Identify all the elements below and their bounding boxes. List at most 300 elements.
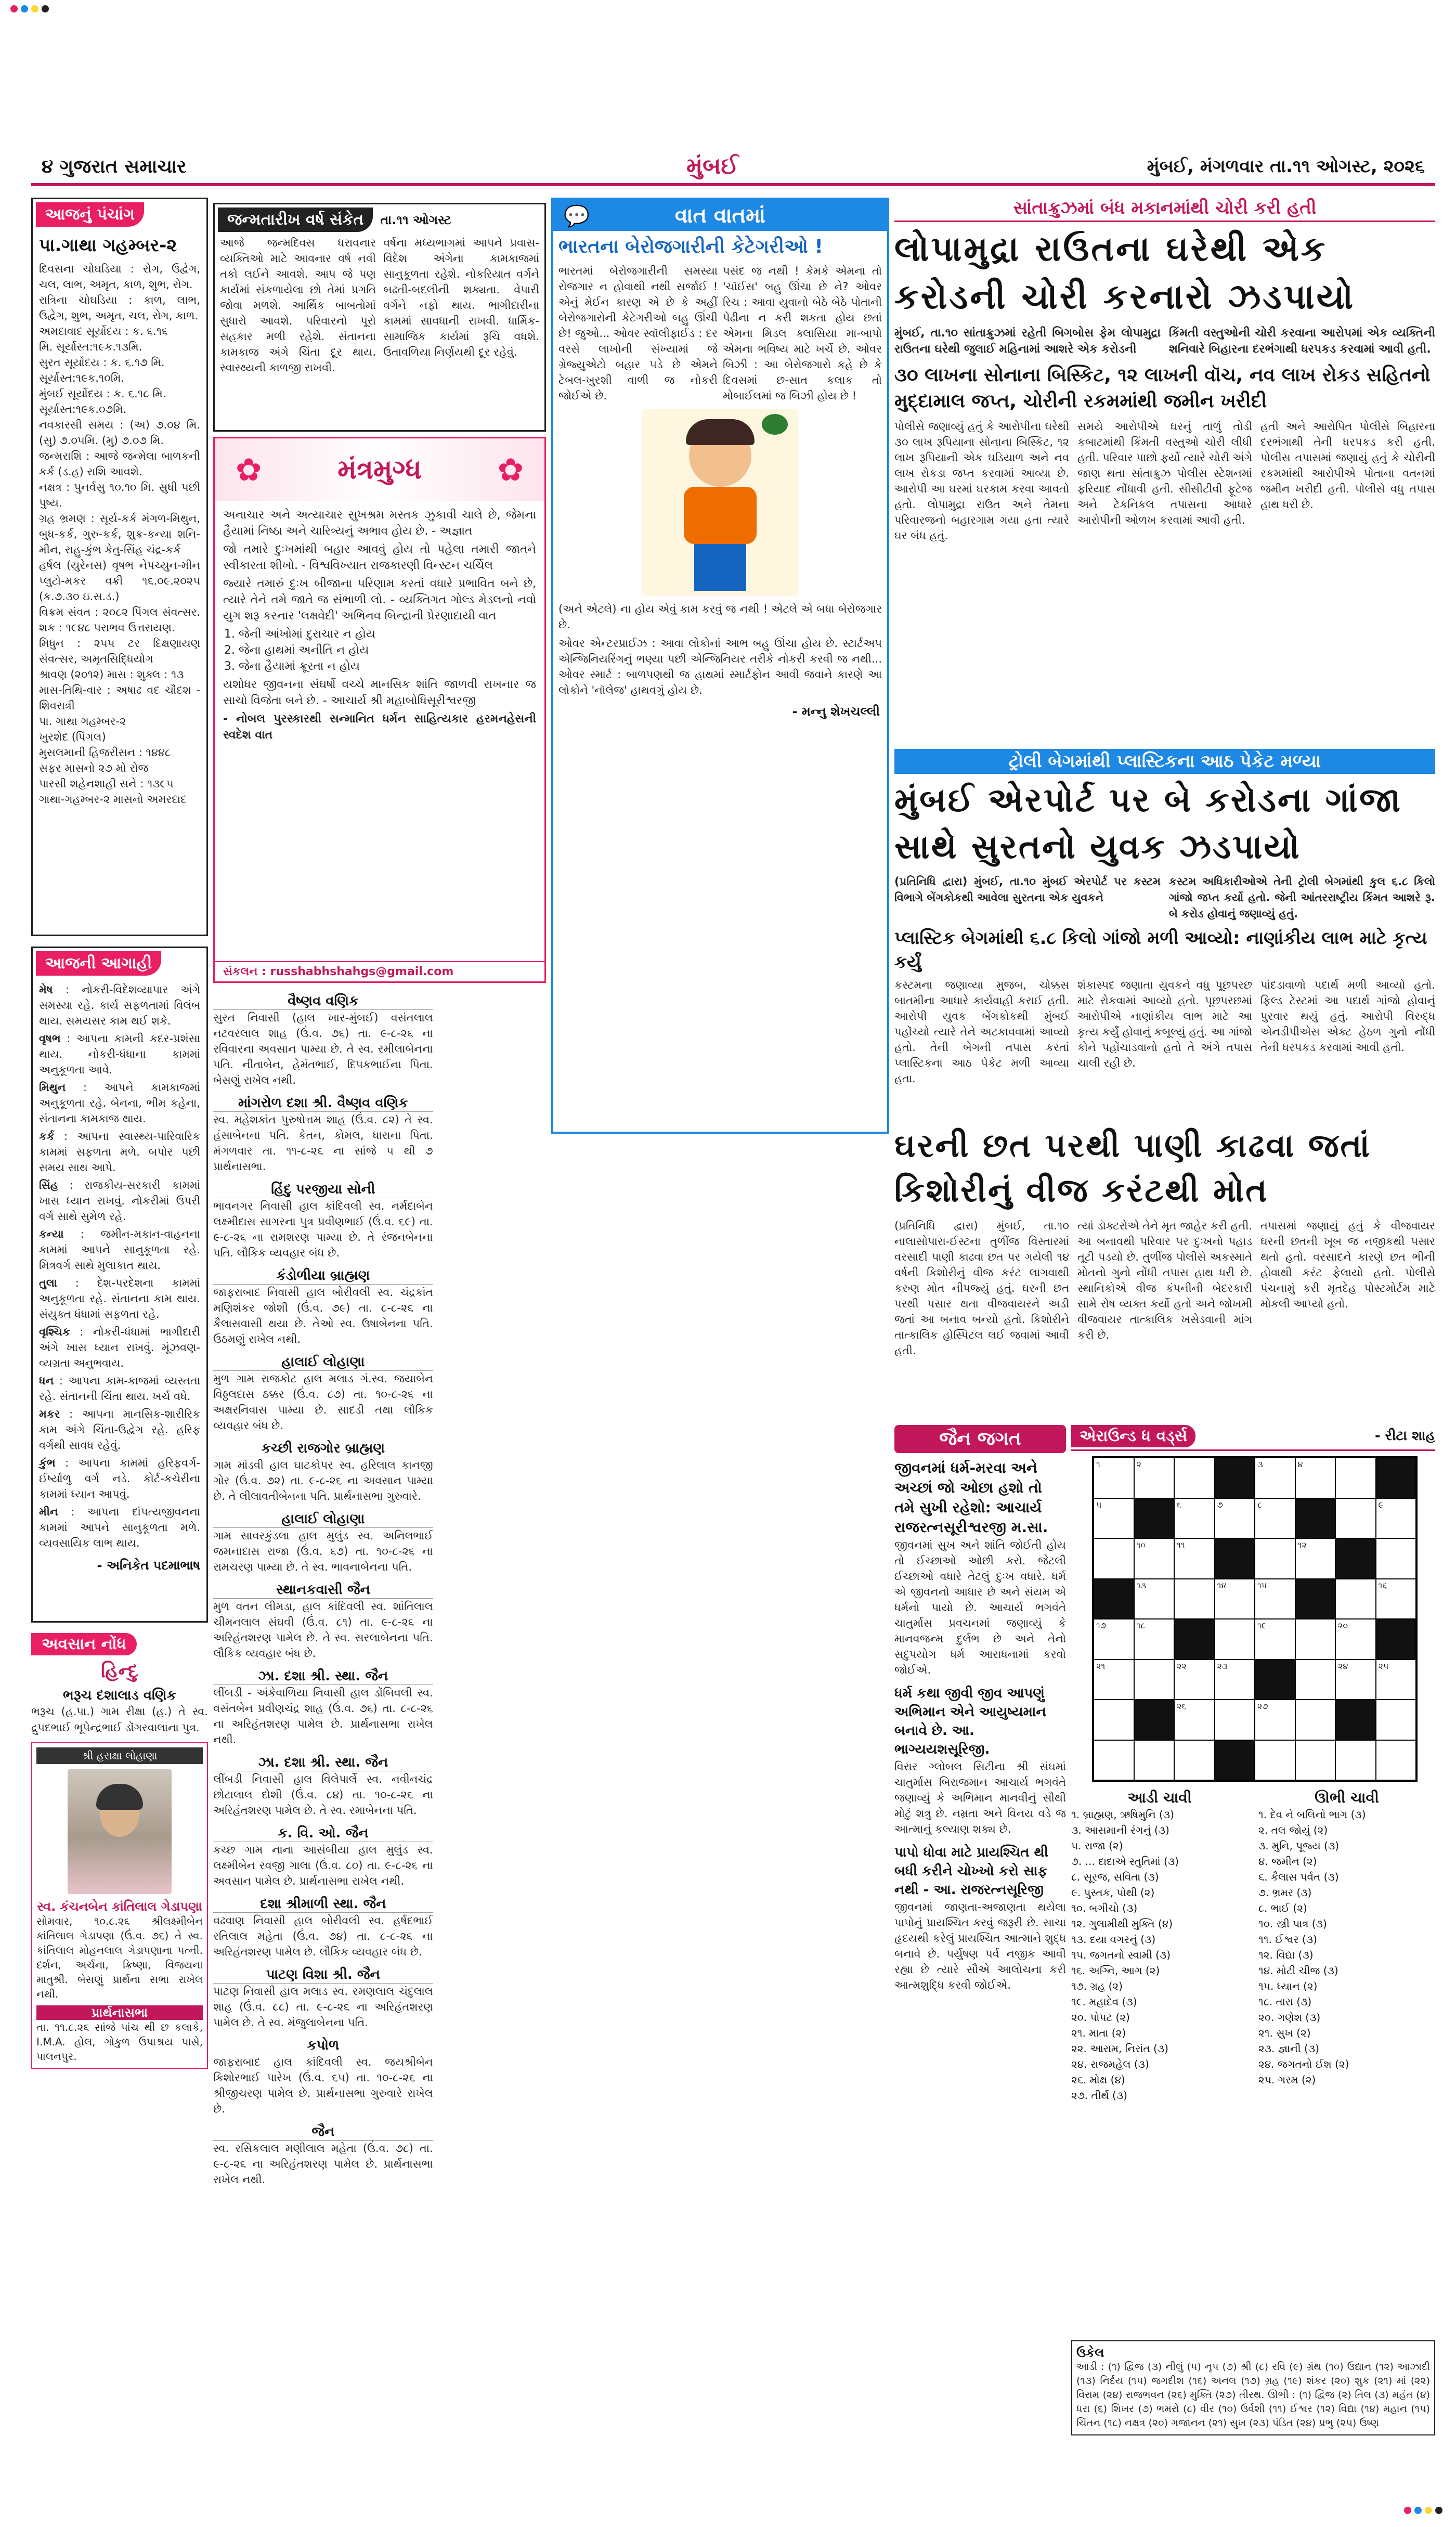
down-clue: ૮. ભાઈ (૨) <box>1258 1902 1307 1914</box>
jain-article-1-title: જીવનમાં ધર્મ-મરવા અને અચ્છાં જો ઓછા હશો તો તમે સુખી રહેશો: આચાર્ય રાજરત્નસૂરીશ્વરજી મ.સા. <box>894 1459 1048 1536</box>
mantra-header: મંત્રમુગ્ધ <box>337 454 422 485</box>
down-clue: ૨૩. જ્ઞાની (૩) <box>1258 2042 1319 2055</box>
crossword-cell[interactable] <box>1134 1579 1175 1619</box>
crossword-cell[interactable] <box>1174 1498 1215 1539</box>
registration-mark-magenta <box>10 5 18 12</box>
story-electrocution-body-c: તપાસમાં જણાયું હતું કે વીજવાયર ઘરની છતની ખૂબ જ નજીકથી પસાર થતો હતો. વરસાદને કારણે છત ભીની હોવાથી કરંટ ફેલાયો હતો. પોલીસે પંચનામું કરી મૃતદેહ પોસ્ટમોર્ટમ માટે મોકલી આપ્યો હતો. <box>1260 1220 1435 1310</box>
crossword-cell-number: ૧૫ <box>1257 1580 1267 1590</box>
obituary-entry <box>213 1268 433 1347</box>
registration-mark-yellow <box>1425 2507 1432 2514</box>
horoscope-sign: મકર <box>39 1408 60 1420</box>
crossword-cell[interactable] <box>1255 1700 1295 1740</box>
obituary-heading: દશા શ્રીમાળી સ્થા. જૈન <box>213 1896 433 1913</box>
crossword-cell-number: ૨૩ <box>1217 1661 1228 1671</box>
crossword-cell[interactable] <box>1295 1458 1336 1498</box>
down-clue: ૧૪. મોટી ચીજ (૩) <box>1258 1964 1338 1977</box>
crossword-cell <box>1215 1740 1255 1781</box>
crossword-cell[interactable] <box>1134 1740 1175 1781</box>
crossword-cell[interactable] <box>1255 1740 1295 1781</box>
down-clue: ૨૧. સુખ (૨) <box>1258 2027 1311 2039</box>
mantra-list-item: 1. જેની આંખોમાં દુરાચાર ન હોય <box>239 626 536 642</box>
crossword-cell[interactable] <box>1335 1579 1376 1619</box>
across-title: આડી ચાવી <box>1127 1789 1192 1806</box>
crossword-cell-number: ૨૨ <box>1177 1661 1187 1671</box>
across-clue: ૧. બ્રાહ્મણ, ઋષિમુનિ (૩) <box>1071 1808 1174 1821</box>
crossword-cell[interactable] <box>1335 1458 1376 1498</box>
story-theft <box>894 198 1435 738</box>
crossword-cell <box>1295 1579 1336 1619</box>
birthday-date: તા.૧૧ ઓગસ્ટ <box>380 212 451 227</box>
horoscope-entry: મિથુન : આપને કામકાજમાં અનુકૂળતા રહે. બેનના, ભીમ કહેના, સંતાનના કામકાજ થાય. <box>39 1081 200 1125</box>
story-electrocution <box>894 1123 1435 1415</box>
crossword-cell[interactable] <box>1335 1660 1376 1700</box>
crossword-cell[interactable] <box>1376 1700 1416 1740</box>
crossword-cell[interactable] <box>1295 1700 1336 1740</box>
jain-article-2-title: ધર્મ કથા જીવી જીવ આપણું અભિમાન એને આયુષ્યમાન બનાવે છે. આ. ભાગ્યયશસૂરિજી. <box>894 1686 1046 1757</box>
crossword-cell-number: ૮ <box>1257 1499 1262 1510</box>
horoscope-text: જમીન-મકાન-વાહનના કામમાં આપને સાનુકૂળતા રહે. મિત્રવર્ગ સાથે મુલાકાત થાય. <box>39 1228 200 1272</box>
obituary-text: જાફરાબાદ નિવાસી હાલ બોરીવલી સ્વ. ચંદ્રકાંત મણિશંકર જોશી (ઉં.વ. ૭૯) તા. ૮-૮-૨૬ ના કૈલાસવાસી થયા છે. તેઓ સ્વ. ઉષાબેનના પતિ. ઉઠમણું રાખેલ નથી. <box>213 1286 433 1345</box>
crossword-cell[interactable] <box>1215 1579 1255 1619</box>
obituary-text: ગામ માંડવી હાલ ઘાટકોપર સ્વ. હરિલાલ કાનજી ગોર (ઉં.વ. ૭૨) તા. ૯-૮-૨૬ ના અવસાન પામ્યા છે. તે લીલાવતીબેનના પતિ. પ્રાર્થનાસભા ગુરુવારે. <box>213 1459 433 1502</box>
across-clue: ૧૨. ગુલામીથી મુક્તિ (૪) <box>1071 1917 1173 1930</box>
humour-title: ભારતના બેરોજગારીની કેટેગરીઓ ! <box>558 236 823 257</box>
horoscope-sign: કર્ક <box>39 1130 55 1143</box>
crossword-cell[interactable] <box>1134 1458 1175 1498</box>
across-clue: ૭. ... દાદાએ સ્તુતિમાં (૩) <box>1071 1855 1179 1868</box>
obituary-text: લીંબડી - અંકેવાળિયા નિવાસી હાલ ડોંબિવલી સ્વ. વસંતબેન પ્રવીણચંદ્ર શાહ (ઉં.વ. ૭૬) તા. ૮-૮-૨૬ ના અરિહંતશરણ પામેલ છે. પ્રાર્થનાસભા રાખેલ નથી. <box>213 1687 433 1746</box>
crossword-cell <box>1376 1458 1416 1498</box>
down-list <box>1258 1807 1435 2088</box>
masthead <box>31 153 1435 182</box>
horoscope-entry: સિંહ : રાજકીય-સરકારી કામમાં ખાસ ધ્યાન રાખવું. નોકરીમાં ઉપરી વર્ગ સાથે સુમેળ રહે. <box>39 1179 200 1223</box>
humour-text-right: ઓવર એન્ટરપ્રાઈઝ : આવા લોકોનાં આભ બહુ ઊંચા હોય છે. સ્ટાર્ટઅપ એન્જિનિયરિંગનું ભણ્યા પછી એન્જિનિયર તરીકે નોકરી કરવી જ નથી... ઓવર સ્માર્ટ : બાળપણથી જ હાથમાં સ્માર્ટફોન આવી જવાને કારણે આ લોકોને 'નૉલેજ' હાથવગું હોય છે. <box>558 637 882 696</box>
horoscope-entry: કર્ક : આપના સ્વાસ્થ્ય-પારિવારિક કામમાં સફળતા મળે. બપોર પછી સમય સાથ આપે. <box>39 1130 200 1174</box>
horoscope-text: આપના કામમાં હરિફવર્ગ-ઈર્ષ્યાળુ વર્ગ નડે. કોર્ટ-કચેરીના કામમાં ધ્યાન આપવું. <box>39 1457 200 1500</box>
crossword-cell[interactable] <box>1255 1619 1295 1660</box>
obituary-entry <box>213 1354 433 1433</box>
obituary-entry <box>213 2038 433 2117</box>
down-clue: ૩. મુનિ, પૂજ્ય (૩) <box>1258 1839 1340 1852</box>
crossword-cell[interactable] <box>1174 1458 1215 1498</box>
crossword-cell <box>1295 1498 1336 1539</box>
crossword-cell[interactable] <box>1094 1660 1134 1700</box>
story-theft-body-b: સમયે આરોપીએ ઘરનું તાળું તોડી કબાટમાંથી કિંમતી વસ્તુઓ ચોરી લીધી હતી. પરિવાર પાછો ફર્યો ત્યારે ચોરી અંગે જાણ થતા સાંતાક્રુઝ પોલીસ સ્ટેશનમાં ફરિયાદ નોંધાવી હતી. સીસીટીવી ફૂટેજ અને ટેકનિકલ તપાસના આધારે આરોપીની ઓળખ કરવામાં આવી હતી. <box>1077 420 1252 526</box>
panchang-line: ગ્રહ ભ્રમણ : સૂર્ય-કર્ક મંગળ-મિથુન, બુધ-કર્ક, ગુરુ-કર્ક, શુક્ર-કન્યા શનિ-મીન, રાહુ-કુંભ કેતુ-સિંહ ચંદ્ર-કર્ક <box>39 512 200 556</box>
down-clue: ૨૦. ગણેશ (૩) <box>1258 2011 1321 2024</box>
story-theft-body <box>894 419 1435 543</box>
crossword-cell-number: ૨૪ <box>1338 1661 1348 1671</box>
obituary-text: પાટણ નિવાસી હાલ મલાડ સ્વ. રમણલાલ ચંદુલાલ શાહ (ઉં.વ. ૮૮) તા. ૯-૮-૨૬ ના અરિહંતશરણ પામેલ છે. તે સ્વ. મંજુલાબેનના પતિ. <box>213 1985 433 2029</box>
obituary-entry <box>213 1095 433 1174</box>
obituary-text: સ્વ. રસિકલાલ મણીલાલ મહેતા (ઉં.વ. ૭૮) તા. ૯-૮-૨૬ ના અરિહંતશરણ પામેલ છે. પ્રાર્થનાસભા રાખેલ નથી. <box>213 2142 433 2186</box>
horoscope-sign: તુલા <box>39 1277 57 1289</box>
story-electrocution-body-b: ત્યાં ડૉક્ટરોએ તેને મૃત જાહેર કરી હતી. આ બનાવથી પરિવાર પર દુઃખનો પહાડ તૂટી પડયો છે. તુળીંજ પોલીસે અકસ્માતે મોતનો ગુનો નોંધી તપાસ હાથ ધરી છે. સ્થાનિકોએ વીજ કંપનીની બેદરકારી સામે રોષ વ્યક્ત કર્યો હતો અને જોખમી વીજવાયર તાત્કાલિક ખસેડવાની માંગ કરી છે. <box>1077 1220 1252 1341</box>
flower-icon: ✿ <box>497 452 524 488</box>
cartoon-legs <box>694 544 746 591</box>
panchang-line: ગાથા-ગહમ્બર-૨ માસનો અમરદાદ <box>39 793 187 806</box>
crossword-cell-number: ૧૬ <box>1378 1580 1387 1590</box>
across-clues <box>1071 1789 1248 2103</box>
story-airport-lead-right: કસ્ટમ અધિકારીઓએ તેની ટ્રોલી બેગમાંથી કુલ ૬.૮ કિલો ગાંજો જપ્ત કર્યો હતો. જેની આંતરરાષ્ટ્રીય કિંમત આશરે રૂ. બે કરોડ હોવાનું જણાવ્યું હતું. <box>1169 875 1435 920</box>
across-clue: ૧૬. અગ્નિ, આગ (૨) <box>1071 1964 1160 1977</box>
crossword-cell[interactable] <box>1335 1498 1376 1539</box>
humour-header: વાત વાતમાં <box>674 204 766 228</box>
crossword-author: - રીટા શાહ <box>1374 1428 1435 1444</box>
crossword-cell-number: ૨૦ <box>1338 1621 1348 1630</box>
story-theft-headline: લોપામુદ્રા રાઉતના ઘરેથી એક કરોડની ચોરી કરનારો ઝડપાયો <box>894 229 1356 317</box>
crossword-cell[interactable] <box>1215 1619 1255 1660</box>
registration-mark-black <box>42 5 49 12</box>
horoscope-entry: વૃષભ : આપના કામની કદર-પ્રશંસા થાય. નોકરી-ધંધાના કામમાં અનુકૂળતા આવે. <box>39 1032 200 1076</box>
story-electrocution-body-a: (પ્રતિનિધિ દ્વારા) મુંબઈ, તા.૧૦ નાલાસોપારા-ઈસ્ટના તુળીંજ વિસ્તારમાં વરસાદી પાણી કાઢવા છત પર ગયેલી ૧૪ વર્ષની કિશોરીનું વીજ કરંટ લાગવાથી કરુણ મોત નીપજ્યું હતું. ઘરની છત પરથી પસાર થતા વીજવાયરને અડી જતાં આ બનાવ બન્યો હતો. કિશોરીને તાત્કાલિક હોસ્પિટલ લઈ જવામાં આવી હતી. <box>894 1220 1069 1357</box>
crossword-cell[interactable] <box>1376 1579 1416 1619</box>
crossword-cell-number: ૩ <box>1257 1459 1263 1469</box>
horoscope-text: નોકરી-ધંધામાં ભાગીદારી અંગે ખાસ ધ્યાન રાખવું. મૂંઝવણ-વ્યગ્રતા અનુભવાય. <box>39 1326 200 1369</box>
humour-header-band <box>553 200 887 231</box>
crossword-cell[interactable] <box>1094 1740 1134 1781</box>
obituary-text: વઢવાણ નિવાસી હાલ બોરીવલી સ્વ. હર્ષદભાઈ રતિલાલ મહેતા (ઉં.વ. ૭૪) તા. ૮-૮-૨૬ ના અરિહંતશરણ પામેલ છે. લૌકિક વ્યવહાર બંધ છે. <box>213 1914 433 1958</box>
horoscope-entry: મેષ : નોકરી-વિદેશવ્યાપાર અંગે સમસ્યા રહે. કાર્ય સફળતામાં વિલંબ થાય. સમયસર કામ થઈ શકે. <box>39 983 200 1027</box>
obituary-entry <box>213 1825 433 1889</box>
panchang-line: ખુરશેદ (પિંગલ) <box>39 731 106 743</box>
horoscope-text: આપને કામકાજમાં અનુકૂળતા રહે. બેનના, ભીમ કહેના, સંતાનના કામકાજ થાય. <box>39 1081 200 1125</box>
across-clue: ૫. રાજા (૨) <box>1071 1839 1123 1852</box>
solution-box <box>1071 2340 1435 2435</box>
obituary-entry <box>213 993 433 1088</box>
crossword-cell <box>1335 1538 1376 1579</box>
crossword-cell[interactable] <box>1376 1538 1416 1579</box>
panchang-line: હર્ષલ (યુરેનસ) વૃષભ નેપચ્યુન-મીન પ્લુટો-મકર વક્રી ૧૬.૦૯.૨૦૨૫ (ક.૭.૩૦ ઇ.સ.ડ.) <box>39 559 200 603</box>
flower-icon: ✿ <box>236 452 262 488</box>
birthday-body <box>215 235 544 375</box>
cartoon-shirt <box>684 487 757 544</box>
obituary-heading: હાલાઈ લોહાણા <box>213 1354 433 1371</box>
crossword-cell[interactable] <box>1255 1458 1295 1498</box>
down-clue: ૧૫. ધ્યાન (૨) <box>1258 1980 1318 1992</box>
down-clue: ૨૪. જગતનો ઈશ (૨) <box>1258 2058 1349 2070</box>
down-clue: ૧૨. વિદ્યા (૩) <box>1258 1949 1314 1961</box>
obituary-first-heading: ભરૂચ દશાલાડ વણિક <box>63 1688 176 1703</box>
masthead-rule <box>31 183 1435 186</box>
crossword-cell[interactable] <box>1134 1538 1175 1579</box>
horoscope-text: આપના માનસિક-શારીરિક કામ અંગે ચિંતા-ઉદ્વેગ રહે. હરિફ વર્ગથી સાવધ રહેવું. <box>39 1408 200 1452</box>
across-clue: ૧૩. દયા વગરનું (૩) <box>1071 1933 1156 1946</box>
crossword-cell <box>1255 1660 1295 1700</box>
crossword-grid[interactable] <box>1092 1456 1418 1782</box>
crossword-cell-number: ૨૭ <box>1257 1701 1268 1711</box>
obituary-heading: ઝા. દશા શ્રી. સ્થા. જૈન <box>213 1755 433 1771</box>
crossword-cell[interactable] <box>1376 1660 1416 1700</box>
crossword-cell <box>1376 1619 1416 1660</box>
crossword-cell[interactable] <box>1295 1538 1336 1579</box>
speech-bubble-icon: 💬 <box>564 204 590 228</box>
story-airport-headline: મુંબઈ એરપોર્ટ પર બે કરોડના ગાંજા સાથે સુરતનો યુવક ઝડપાયો <box>894 781 1402 866</box>
obituary-first-text: ભરૂચ (હ.પા.) ગામ રીક્ષા (હ.) તે સ્વ. દ્રુપદભાઈ ભૂપેન્દ્રભાઈ ડોંગરવાલાના પુત્ર. <box>31 1705 208 1734</box>
jain-article-3-text: જીવનમાં જાણતા-અજાણતા થયેલા પાપોનું પ્રાયશ્ચિત કરવું જરૂરી છે. સાચા હૃદયથી કરેલું પ્રાયશ્ચિત આત્માને શુદ્ધ બનાવે છે. પર્યુષણ પર્વ નજીક આવી રહ્યા છે ત્યારે સૌએ આલોચના કરી આત્મશુદ્ધિ કરવી જોઈએ. <box>894 1901 1066 1991</box>
solution-text: આડી : (૧) દ્વિજ (૩) નીલું (૫) નૃપ (૭) શ્રી (૮) રવિ (૯) ગ્રંથ (૧૦) ઉદ્યાન (૧૨) આઝાદી (૧૩) નિર્દય (૧૫) જગદીશ (૧૬) અનલ (૧૭) ગ્રહ (૧૯) શંકર (૨૦) શુક (૨૧) માં (૨૨) વિરામ (૨૪) રાજભવન (૨૬) મુક્તિ (૨૭) તીરથ. ઊભી : (૧) દ્વિજ (૨) તિલ (૩) મહંત (૪) ધરા (૬) શિખર (૭) ભમરો (૮) વીર (૧૦) ઉર્વશી (૧૧) ઈશ્વર (૧૨) વિદ્યા (૧૪) મહાન (૧૫) ચિંતન (૧૮) નક્ષત્ર (૨૦) ગજાનન (૨૧) સુખ (૨૩) પંડિત (૨૪) પ્રભુ (૨૫) ઉષ્ણ <box>1076 2361 1430 2429</box>
crossword-cell[interactable] <box>1134 1619 1175 1660</box>
story-airport-kicker: ટ્રોલી બેગમાંથી પ્લાસ્ટિકના આઠ પેકેટ મળ્યા <box>894 749 1435 774</box>
story-theft-body-a: પોલીસે જણાવ્યું હતું કે આરોપીના ઘરેથી ૩૦ લાખ રૂપિયાના સોનાના બિસ્કિટ, ૧૨ લાખ રૂપિયાની એક ઘડિયાળ અને નવ લાખ રોકડા જપ્ત કરવામાં આવ્યા છે. આરોપી આ ઘરમાં ઘરકામ કરવા આવતો હતો. લોપામુદ્રા રાઉત અને તેમના પરિવારજનો બહારગામ ગયા હતા ત્યારે ઘર બંધ હતું. <box>894 420 1069 542</box>
horoscope-sign: મીન <box>39 1506 58 1518</box>
obituary-entry <box>213 1182 433 1261</box>
horoscope-header: આજની આગાહી <box>36 951 161 976</box>
horoscope-sign: સિંહ <box>39 1179 58 1191</box>
crossword-cell <box>1215 1538 1255 1579</box>
across-clue: ૨૧. માતા (૨) <box>1071 2027 1126 2039</box>
birthday-col-1: આજે જન્મદિવસ ધરાવનાર વ્યક્તિઓ માટે આવનાર વર્ષ નવી તકો લઈને આવશે. આપ જે પણ કાર્યમાં સંકળાયેલા છો તેમાં પ્રગતિ જોવા મળશે. આર્થિક બાબતોમાં સુધારો આવશે. પરિવારનો પૂરો સહકાર મળી રહેશે. સંતાનના કામકાજ અંગે ચિંતા દૂર થાય. સ્વાસ્થ્યની કાળજી રાખવી. <box>220 237 376 374</box>
crossword-header-row <box>1071 1425 1435 1451</box>
crossword-cell-number: ૧૧ <box>1177 1540 1185 1550</box>
crossword-cell[interactable] <box>1094 1538 1134 1579</box>
crossword-cell-number: ૧૮ <box>1136 1621 1146 1630</box>
crossword-cell <box>1134 1700 1175 1740</box>
obituary-header: અવસાન નોંધ <box>31 1633 137 1655</box>
jain-article-2-text: વિરાર ગ્લોબલ સિટીના શ્રી સંઘમાં ચાતુર્માસ બિરાજમાન આચાર્ય ભગવંતે જણાવ્યું કે અભિમાન માનવીનું સૌથી મોટું શત્રુ છે. નમ્રતા અને વિનય વડે જ આત્માનું કલ્યાણ શક્ય છે. <box>894 1760 1066 1835</box>
crossword-cell[interactable] <box>1255 1538 1295 1579</box>
humour-caption: (અને એટલે) ના હોય એવું કામ કરવું જ નથી ! એટલે એ બધા બેરોજગાર છે. <box>558 603 882 631</box>
obituary-heading: વૈષ્ણવ વણિક <box>213 993 433 1010</box>
crossword-cell-number: ૧૭ <box>1096 1621 1106 1630</box>
portrait-hair <box>96 1784 143 1810</box>
mantra-quote-3: જ્યારે તમારું દુઃખ બીજાના પરિણામ કરતાં વધારે પ્રભાવિત બને છે, ત્યારે તેને તમે જાતે જ સંભાળી લો. - વ્યક્તિગત ગોલ્ડ મેડલનો નવો યુગ શરૂ કરનાર 'લક્ષવેદી' અભિનવ બિન્દ્રાની પ્રેરણાદાયી વાત <box>223 577 536 623</box>
solution-title: ઉકેલ <box>1076 2345 1104 2360</box>
crossword-cell[interactable] <box>1094 1700 1134 1740</box>
obituary-text: ગામ સાવરકુંડલા હાલ મુલુંડ સ્વ. અનિલભાઈ જમનાદાસ રાજા (ઉં.વ. ૬૭) તા. ૧૦-૮-૨૬ ના રામચરણ પામ્યા છે. તે સ્વ. ભાવનાબેનના પતિ. <box>213 1530 433 1573</box>
across-clue: ૧૯. મહાદેવ (૩) <box>1071 1995 1137 2008</box>
crossword-cell[interactable] <box>1255 1498 1295 1539</box>
crossword-cell-number: ૧૯ <box>1257 1621 1267 1630</box>
down-clue: ૨. તલ જોયું (૨) <box>1258 1824 1328 1836</box>
horoscope-text: દેશ-પરદેશના કામમાં અનુકૂળતા રહે. સંતાનના કામ થાય. સંયુક્ત ધંધામાં સફળતા રહે. <box>39 1277 200 1320</box>
registration-mark-cyan <box>21 5 28 12</box>
down-clue: ૧૦. સ્ત્રી પાત્ર (૩) <box>1258 1917 1327 1930</box>
story-airport-body-b: શંકાસ્પદ જણાતા યુવકને વધુ પૂછપરછ માટે રોકવામાં આવ્યો હતો. પૂછપરછમાં આરોપીએ નાણાંકીય લાભ માટે આ કૃત્ય કર્યું હોવાનું કબૂલ્યું હતું. આ ગાંજો કોને પહોંચાડવાનો હતો તે અંગે તપાસ ચાલી રહી છે. <box>1077 979 1252 1069</box>
crossword-cell[interactable] <box>1174 1700 1215 1740</box>
crossword-header: એરાઉન્ડ ધ વર્ડ્સ <box>1071 1425 1195 1447</box>
down-clue: ૭. ભ્રમર (૩) <box>1258 1886 1312 1899</box>
photo-notice <box>31 1742 208 2069</box>
crossword-cell[interactable] <box>1376 1498 1416 1539</box>
panchang-line: રાત્રિના ચોઘડિયા : કાળ, લાભ, ઉદ્વેગ, શુભ, અમૃત, ચલ, રોગ, કાળ. <box>39 294 200 322</box>
crossword-cell-number: ૧૩ <box>1136 1580 1146 1590</box>
panchang-line: સફર માસનો ૨૭ મો રોજ <box>39 762 149 774</box>
crossword-cell <box>1094 1579 1134 1619</box>
obituary-column <box>31 1633 208 2507</box>
jain-column <box>894 1425 1066 2507</box>
across-clue: ૨૭. તીર્થ (૩) <box>1071 2089 1127 2102</box>
prayer-text: તા. ૧૧.૮.૨૬ સાંજે પાંચ થી છ કલાકે, I.M.A. હોલ, ગોકુળ ઉપાશ્રય પાસે, પાલનપુર. <box>36 2021 203 2063</box>
crossword-cell <box>1134 1498 1175 1539</box>
story-airport-body-c: પાંદડાવાળો પદાર્થ મળી આવ્યો હતો. ફિલ્ડ ટેસ્ટમાં આ પદાર્થ ગાંજો હોવાનું પુરવાર થયું હતું. આરોપી વિરુદ્ધ એનડીપીએસ એક્ટ હેઠળ ગુનો નોંધી તેની ધરપકડ કરવામાં આવી હતી. <box>1260 979 1435 1054</box>
horoscope-text: આપના કામની કદર-પ્રશંસા થાય. નોકરી-ધંધાના કામમાં અનુકૂળતા આવે. <box>39 1032 200 1076</box>
across-clue: ૨૦. પોપટ (૨) <box>1071 2011 1130 2024</box>
community-label: હિન્દુ <box>101 1661 138 1682</box>
crossword-cell[interactable] <box>1094 1619 1134 1660</box>
obituary-heading: માંગરોળ દશા શ્રી. વૈષ્ણવ વણિક <box>213 1095 433 1112</box>
horoscope-sign: કન્યા <box>39 1228 64 1240</box>
panchang-box <box>31 198 208 936</box>
story-airport <box>894 749 1435 1113</box>
birthday-box <box>213 203 546 432</box>
across-clue: ૨૬. મોક્ષ (૪) <box>1071 2074 1125 2086</box>
crossword-cell[interactable] <box>1174 1579 1215 1619</box>
obituary-entry <box>213 1967 433 2030</box>
crossword-cell[interactable] <box>1134 1660 1175 1700</box>
crossword-cell[interactable] <box>1255 1579 1295 1619</box>
horoscope-entry: ધન : આપના કામ-કાજમાં વ્યસ્તતા રહે. સંતાનની ચિંતા થાય. ખર્ચ વધે. <box>39 1375 200 1403</box>
crossword-cell[interactable] <box>1295 1660 1336 1700</box>
down-clue: ૧૮. તારા (૩) <box>1258 1995 1312 2008</box>
across-clue: ૧૫. જગતનો સ્વામી (૩) <box>1071 1949 1171 1961</box>
cartoon-hair <box>686 419 755 445</box>
down-clue: ૨૫. ગરમ (૨) <box>1258 2074 1316 2086</box>
horoscope-entry: મીન : આપના દાંપત્યજીવનના કામમાં આપને સાનુકૂળતા મળે. વ્યવસાયિક લાભ થાય. <box>39 1506 200 1549</box>
humour-text-mid: પસંદ જ નથી ! કેમકે એમના તો 'ચૉઈસ' બહુ ઊંચા છે ને? ઓવર રિચ : આવા યુવાનો બેઠે બેઠે પોતાની પેઢીના ન કરી શકતા હોય છતાં એમના મિડલ ક્લાસિયા મા-બાપો એમના ભવિષ્ય માટે ખર્ચે છે. ઓવર બિઝી : આ બેરોજગારો કહે છે કે દિવસમાં છ-સાત કલાક તો મોબાઈલમાં જ બિઝી હોય છે ! <box>723 265 882 402</box>
panchang-line: નક્ષત્ર : પુનર્વસુ ૧૦.૧૦ મિ. સુધી પછી પુષ્ય. <box>39 481 200 509</box>
obituary-heading: ઝા. દશા શ્રી. સ્થા. જૈન <box>213 1668 433 1685</box>
mantra-quote-2: જો તમારે દુઃખમાંથી બહાર આવવું હોય તો પહેલા તમારી જાતને સ્વીકારતા શીખો. - વિશ્વવિખ્યાત રાજકારણી વિન્સ્ટન ચર્ચિલ <box>223 543 536 572</box>
registration-mark-magenta <box>1404 2507 1411 2514</box>
panchang-line: શ્રાવણ (૨૦૧૨) માસ : શુક્લ : ૧૩ <box>39 668 184 681</box>
mantra-quote-1: અનાચાર અને અત્યાચાર સુખશ્રમ મસ્તક ઝુકાવી ચાલે છે, જેમના હૈયામાં નિષ્ઠા અને ચારિત્ર્યનું અભાવ હોય છે. - અજ્ઞાત <box>223 509 536 538</box>
crossword-cell-number: ૬ <box>1177 1499 1181 1510</box>
obituary-heading: હાલાઈ લોહાણા <box>213 1511 433 1528</box>
horoscope-sign: વૃષભ <box>39 1032 61 1045</box>
panchang-lines <box>33 261 206 807</box>
mantra-body <box>215 501 544 749</box>
crossword-cell[interactable] <box>1335 1619 1376 1660</box>
jain-article-3-title: પાપો ધોવા માટે પ્રાયશ્ચિત થી બધી કરીને ચોખ્ખો કરો સાફ નથી - આ. રાજરત્નસૂરિજી <box>894 1845 1048 1898</box>
crossword-cell <box>1215 1458 1255 1498</box>
mantra-list-item: 3. જેના હૈયામાં ક્રૂરતા ન હોય <box>239 658 536 675</box>
crossword-cell-number: ૧ <box>1096 1459 1100 1469</box>
obituary-text: જાફરાબાદ હાલ કાંદિવલી સ્વ. જયશ્રીબેન કિશોરભાઈ પારેખ (ઉં.વ. ૬૫) તા. ૧૦-૮-૨૬ ના શ્રીજીચરણ પામેલ છે. પ્રાર્થનાસભા ગુરુવારે રાખેલ છે. <box>213 2056 433 2115</box>
obituary-text: સ્વ. મહેશકાંત પુરુષોત્તમ શાહ (ઉં.વ. ૮૨) તે સ્વ. હંસાબેનના પતિ. કેતન, કોમલ, ધારાના પિતા. મંગળવાર તા. ૧૧-૮-૨૬ ના સાંજે ૫ થી ૭ પ્રાર્થનાસભા. <box>213 1113 433 1173</box>
panchang-line: અમદાવાદ સૂર્યોદય : ક. ૬.૧૬ <box>39 325 168 338</box>
clue-columns <box>1071 1789 1435 2103</box>
panchang-line: નવકારસી સમય : (અ) ૭.૦૪ મિ. (સુ) ૭.૦૫મિ. (મુ) ૭.૦૭ મિ. <box>39 419 200 447</box>
jain-header: જૈન જગત <box>894 1425 1066 1453</box>
crossword-cell[interactable] <box>1335 1740 1376 1781</box>
across-list <box>1071 1807 1248 2103</box>
panchang-line: મિ. સૂર્યાસ્ત:૧૯ક.૧૩મિ. <box>39 341 142 353</box>
crossword-cell-number: ૨૧ <box>1096 1661 1106 1671</box>
story-electrocution-headline: ઘરની છત પરથી પાણી કાઢવા જતાં કિશોરીનું વીજ કરંટથી મોત <box>894 1126 1371 1209</box>
story-airport-subhead: પ્લાસ્ટિક બેગમાંથી ૬.૮ કિલો ગાંજો મળી આવ્યો: નાણાંકીય લાભ માટે કૃત્ય કર્યું <box>894 928 1427 973</box>
crossword-cell[interactable] <box>1174 1660 1215 1700</box>
crossword-cell <box>1335 1700 1376 1740</box>
horoscope-text: આપના કામ-કાજમાં વ્યસ્તતા રહે. સંતાનની ચિંતા થાય. ખર્ચ વધે. <box>39 1375 200 1403</box>
horoscope-entry: કુંભ : આપના કામમાં હરિફવર્ગ-ઈર્ષ્યાળુ વર્ગ નડે. કોર્ટ-કચેરીના કામમાં ધ્યાન આપવું. <box>39 1457 200 1500</box>
horoscope-sign: વૃશ્ચિક <box>39 1326 70 1338</box>
panchang-line: સૂર્યાસ્ત:૧૯ક.૧૦મિ. <box>39 372 125 384</box>
photo-notice-text: સોમવાર, ૧૦.૮.૨૬ શ્રીલક્ષ્મીબેન કાંતિલાલ ગેડાપણા (ઉં.વ. ૭૬) તે સ્વ. કાંતિલાલ મોહનલાલ ગેડાપણાના પત્ની. દર્શન, અર્ચના, ક્રિષ્ણા, વિજયના માતુશ્રી. બેસણું પ્રાર્થના સભા રાખેલ નથી. <box>36 1915 203 2000</box>
crossword-cell-number: ૧૨ <box>1297 1540 1307 1550</box>
across-clue: ૯. પુસ્તક, પોથી (૨) <box>1071 1886 1155 1899</box>
horoscope-entry: મકર : આપના માનસિક-શારીરિક કામ અંગે ચિંતા-ઉદ્વેગ રહે. હરિફ વર્ગથી સાવધ રહેવું. <box>39 1408 200 1452</box>
across-clue: ૧૦. બગીચો (૩) <box>1071 1902 1138 1914</box>
across-clue: ૩. આસમાની રંગનું (૩) <box>1071 1824 1169 1836</box>
birthday-header-row <box>215 204 544 235</box>
obituary-entry <box>213 1755 433 1818</box>
crossword-cell[interactable] <box>1215 1660 1255 1700</box>
crossword-cell-number: ૧૪ <box>1217 1580 1227 1590</box>
mantra-box <box>213 437 546 983</box>
panchang-line: સુરત સૂર્યોદય : ક. ૬.૧૭ મિ. <box>39 356 165 369</box>
obituary-entry <box>213 1511 433 1575</box>
story-airport-lead-left: (પ્રતિનિધિ દ્વારા) મુંબઈ, તા.૧૦ મુંબઈ એરપોર્ટ પર કસ્ટમ વિભાગે બેંગકોકથી આવેલા સુરતના એક યુવકને <box>894 875 1161 904</box>
crossword-box <box>1071 1425 1435 2507</box>
horoscope-list <box>33 979 206 1556</box>
crossword-cell[interactable] <box>1376 1740 1416 1781</box>
mantra-closing: યશોધર જીવનના સંઘર્ષો વચ્ચે માનસિક શાંતિ જાળવી રાખનાર જ સાચો વિજેતા બને છે. - આચાર્ય શ્રી મહાબોધિસૂરીશ્વરજી <box>223 678 536 707</box>
story-theft-lead-left: મુંબઈ, તા.૧૦ સાંતાક્રુઝમાં રહેતી બિગબોસ ફેમ લોપામુદ્રા રાઉતના ઘરેથી જુલાઈ મહિનામાં આશરે એક કરોડની <box>894 327 1161 356</box>
across-clue: ૧૭. ગ્રહ (૨) <box>1071 1980 1123 1992</box>
panchang-line: જન્મરાશિ : આજે જન્મેલા બાળકની કર્ક (ડ.હ) રાશિ આવશે. <box>39 450 200 478</box>
horoscope-entry: વૃશ્ચિક : નોકરી-ધંધામાં ભાગીદારી અંગે ખાસ ધ્યાન રાખવું. મૂંઝવણ-વ્યગ્રતા અનુભવાય. <box>39 1326 200 1369</box>
crossword-cell[interactable] <box>1215 1700 1255 1740</box>
obituary-text: મુળ વતન લીમડા, હાલ કાંદિવલી સ્વ. શાંતિલાલ ચીમનલાલ સંઘવી (ઉં.વ. ૮૧) તા. ૯-૮-૨૬ ના અરિહંતશરણ પામેલ છે. તે સ્વ. સરલાબેનના પતિ. લૌકિક વ્યવહાર બંધ છે. <box>213 1600 433 1660</box>
crossword-cell[interactable] <box>1094 1458 1134 1498</box>
obituary-entry <box>213 1441 433 1504</box>
obituary-entry <box>213 2124 433 2187</box>
crossword-cell[interactable] <box>1295 1619 1336 1660</box>
section-title: મુંબઈ <box>686 153 739 179</box>
obituary-heading: ક. વિ. ઓ. જૈન <box>213 1825 433 1842</box>
registration-mark-cyan <box>1414 2507 1422 2514</box>
down-clue: ૧૧. ઈશ્વર (૩) <box>1258 1933 1317 1946</box>
jain-article-1-text: જીવનમાં સુખ અને શાંતિ જોઈતી હોય તો ઈચ્છાઓ ઓછી કરો. જેટલી ઈચ્છાઓ વધારે તેટલું દુઃખ વધારે. ધર્મ એ જીવનનો આધાર છે અને સંયમ એ ધર્મનો પાયો છે. આચાર્ય ભગવંતે ચાતુર્માસ પ્રવચનમાં જણાવ્યું કે માનવજન્મ દુર્લભ છે અને તેનો સદુપયોગ ધર્મ આરાધનામાં કરવો જોઈએ. <box>894 1539 1066 1676</box>
crossword-cell[interactable] <box>1094 1498 1134 1539</box>
crossword-cell-number: ૫ <box>1096 1499 1102 1510</box>
mantra-contact: સંકલન : russhabhshahgs@gmail.com <box>215 961 544 981</box>
crossword-cell[interactable] <box>1174 1740 1215 1781</box>
crossword-cell[interactable] <box>1174 1538 1215 1579</box>
mantra-list <box>239 626 536 675</box>
crossword-cell[interactable] <box>1215 1498 1255 1539</box>
panchang-line: મુસલમાની હિજરીસન : ૧૪૪૮ <box>39 746 171 759</box>
panchang-line: પા. ગાથા ગહમ્બર-૨ <box>39 715 126 728</box>
prayer-header: પ્રાર્થનાસભા <box>36 2005 203 2020</box>
obituary-grid <box>213 993 889 2507</box>
story-airport-body <box>894 977 1435 1086</box>
registration-mark-black <box>1435 2507 1442 2514</box>
down-clue: ૪. જમીન (૨) <box>1258 1855 1317 1868</box>
story-theft-lead-right: કિંમતી વસ્તુઓની ચોરી કરવાના આરોપમાં એક વ્યક્તિની શનિવારે બિહારના દરભંગાથી ધરપકડ કરવામાં આવી હતી. <box>1169 327 1435 356</box>
crossword-cell-number: ૪ <box>1297 1459 1303 1469</box>
horoscope-entry: તુલા : દેશ-પરદેશના કામમાં અનુકૂળતા રહે. સંતાનના કામ થાય. સંયુક્ત ધંધામાં સફળતા રહે. <box>39 1277 200 1320</box>
across-clue: ૮. સૂરજ, સવિતા (૩) <box>1071 1871 1159 1883</box>
obituary-entry <box>213 1668 433 1747</box>
horoscope-text: આપના સ્વાસ્થ્ય-પારિવારિક કામમાં સફળતા મળે. બપોર પછી સમય સાથ આપે. <box>39 1130 200 1174</box>
obituary-heading: હિંદુ પરજીયા સોની <box>213 1182 433 1198</box>
humour-author: - મન્નુ શેખચલ્લી <box>792 704 880 719</box>
panchang-header: આજનું પંચાંગ <box>36 202 144 227</box>
horoscope-sign: મિથુન <box>39 1081 66 1094</box>
horoscope-text: નોકરી-વિદેશવ્યાપાર અંગે સમસ્યા રહે. કાર્ય સફળતામાં વિલંબ થાય. સમયસર કામ થઈ શકે. <box>39 983 200 1027</box>
story-airport-body-a: કસ્ટમના જણાવ્યા મુજબ, ચોક્કસ બાતમીના આધારે કાર્યવાહી કરાઈ હતી. આરોપી યુવક બેંગકોકથી મુંબઈ પહોંચ્યો ત્યારે તેને અટકાવવામાં આવ્યો હતો. તેની બેગની તપાસ કરતાં પ્લાસ્ટિકના આઠ પેકેટ મળી આવ્યા હતા. <box>894 979 1069 1085</box>
obituary-heading: કચ્છી રાજગોર બ્રાહ્મણ <box>213 1441 433 1457</box>
obituary-entry <box>213 1896 433 1960</box>
horoscope-text: રાજકીય-સરકારી કામમાં ખાસ ધ્યાન રાખવું. નોકરીમાં ઉપરી વર્ગ સાથે સુમેળ રહે. <box>39 1179 200 1223</box>
crossword-cell[interactable] <box>1295 1740 1336 1781</box>
obituary-heading: કંડોળીયા બ્રાહ્મણ <box>213 1268 433 1285</box>
mantra-banner <box>215 438 544 501</box>
story-theft-subhead: ૩૦ લાખના સોનાના બિસ્કિટ, ૧૨ લાખની વૉચ, નવ લાખ રોકડ સહિતનો મુદ્દામાલ જપ્ત, ચોરીની રકમમાંથી જમીન ખરીદી <box>894 365 1431 412</box>
registration-mark-yellow <box>31 5 38 12</box>
